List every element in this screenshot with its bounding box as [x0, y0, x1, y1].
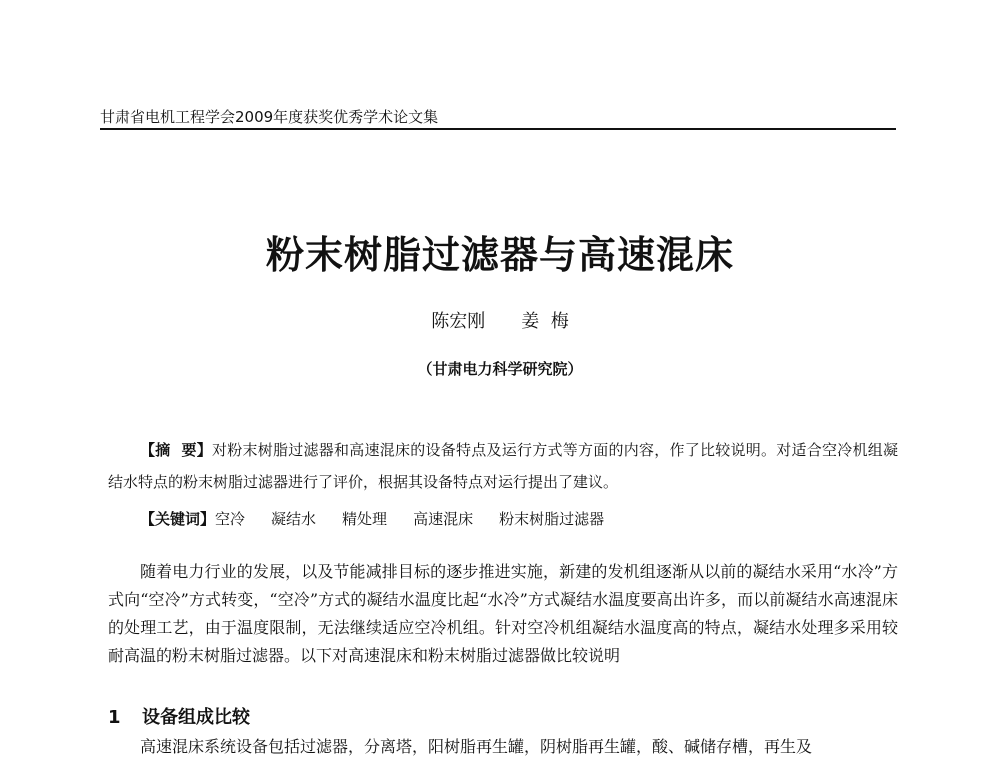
keyword: 高速混床	[413, 510, 474, 528]
section-paragraph: 高速混床系统设备包括过滤器，分离塔，阳树脂再生罐，阴树脂再生罐，酸、碱储存槽，再生及	[140, 737, 813, 756]
keyword: 粉末树脂过滤器	[499, 510, 605, 528]
abstract	[108, 434, 898, 498]
section-number: 1	[108, 707, 121, 728]
keyword: 精处理	[342, 510, 388, 528]
header-rule	[100, 128, 896, 130]
abstract-text: 对粉末树脂过滤器和高速混床的设备特点及运行方式等方面的内容，作了比较说明。对适合空冷机组凝结水特点的粉末树脂过滤器进行了评价，根据其设备特点对运行提出了建议。	[108, 441, 898, 491]
intro-paragraph: 随着电力行业的发展，以及节能减排目标的逐步推进实施，新建的发机组逐渐从以前的凝结水采用“水冷”方式向“空冷”方式转变，“空冷”方式的凝结水温度比起“水冷”方式凝结水温度要高出许多，而以前凝结水高速混床的处理工艺，由于温度限制，无法继续适应空冷机组。针对空冷机组凝结水温度高的特点，凝结水处理多采用较耐高温的粉末树脂过滤器。以下对高速混床和粉末树脂过滤器做比较说明	[108, 562, 898, 665]
keyword: 凝结水	[271, 510, 317, 528]
author-name: 陈宏刚	[431, 311, 486, 332]
abstract-label: 【摘 要】	[140, 441, 212, 459]
section-heading	[108, 703, 250, 729]
author-name: 姜 梅	[521, 311, 569, 332]
authors	[0, 307, 1000, 333]
keyword: 空冷	[215, 510, 246, 528]
section-title: 设备组成比较	[142, 707, 250, 728]
affiliation: （甘肃电力科学研究院）	[417, 360, 583, 378]
running-header: 甘肃省电机工程学会2009年度获奖优秀学术论文集	[100, 108, 439, 126]
keywords-label: 【关键词】	[140, 510, 216, 528]
paper-title: 粉末树脂过滤器与高速混床	[265, 232, 734, 277]
keywords	[140, 503, 630, 535]
